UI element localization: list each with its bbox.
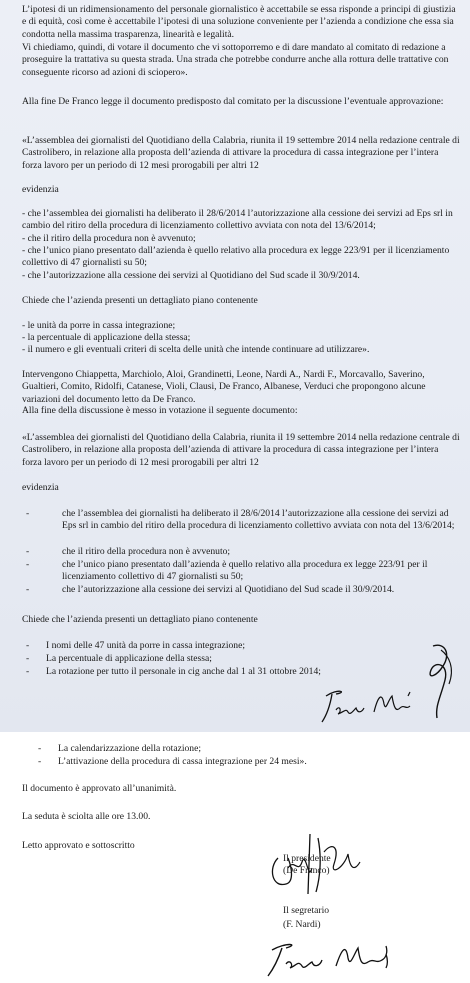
evidenzia-label-final: evidenzia (22, 482, 59, 493)
assembly-draft-paragraph: «L’assemblea dei giornalisti del Quotidiano della Calabria, riunita il 19 settembre 2014 nella redazione centrale di Castrolibero, in relazione alla proposta dell’azienda di attivare la procedura di cassa integrazione per l’intera forza lavoro per un periodo di 12 mesi prorogabili per altri 12 (22, 135, 460, 171)
initials-signature (415, 640, 463, 722)
continued-request-item: La calendarizzazione della rotazione; (58, 743, 202, 754)
secretary-title: Il segretario (283, 905, 330, 916)
secretary-name: (F. Nardi) (283, 919, 321, 930)
assembly-final-paragraph: «L’assemblea dei giornalisti del Quotidiano della Calabria, riunita il 19 settembre 2014 nella redazione centrale di Castrolibero, in relazione alla proposta dell’azienda di attivare la procedura di cassa integrazione per l’intera forza lavoro per un periodo di 12 mesi prorogabili per altri 12 (22, 432, 460, 468)
defranco-reads-paragraph: Alla fine De Franco legge il documento predisposto dal comitato per la discussione l’eventuale approvazione: (22, 96, 444, 107)
chiede-draft-heading: Chiede che l’azienda presenti un dettagliato piano contenente (22, 295, 258, 306)
draft-request-item: - la percentuale di applicazione della stessa; (22, 332, 191, 343)
list-dash: - (26, 640, 30, 651)
draft-point: - che l’unico piano presentato dall’azienda è quello relativo alla procedura ex legge 223/91 per il licenziamento collettivo di 47 giornalisti su 50; (22, 245, 450, 269)
list-dash: - (26, 666, 30, 677)
list-dash: - (26, 653, 30, 664)
draft-point: - che il ritiro della procedura non è avvenuto; (22, 233, 196, 244)
draft-point: - che l’autorizzazione alla cessione dei servizi al Quotidiano del Sud scade il 30/9/2014. (22, 270, 360, 281)
vote-intro-line: Alla fine della discussione è messo in votazione il seguente documento: (22, 405, 298, 416)
president-title: Il presidente (283, 853, 331, 864)
nardi-signature (318, 682, 418, 728)
final-request-item: La rotazione per tutto il personale in cig anche dal 1 al 31 ottobre 2014; (46, 666, 321, 677)
list-dash: - (38, 743, 42, 754)
list-dash: - (26, 559, 30, 570)
intro-paragraph: L’ipotesi di un ridimensionamento del personale giornalistico è accettabile se essa risponde a principi di giustizia e di equità, così come è accettabile l’ipotesi di una soluzione conveniente per l’azienda a condizione che essa sia condotta nella massima trasparenza, linearità e legalità. (22, 4, 456, 40)
final-request-item: La percentuale di applicazione della stessa; (46, 653, 212, 664)
signed-line: Letto approvato e sottoscritto (22, 840, 135, 851)
final-point: che l’autorizzazione alla cessione dei servizi al Quotidiano del Sud scade il 30/9/2014. (62, 584, 395, 595)
closed-line: La seduta è sciolta alle ore 13.00. (22, 811, 151, 822)
list-dash: - (26, 546, 30, 557)
speakers-paragraph: Intervengono Chiappetta, Marchiolo, Aloi, Grandinetti, Leone, Nardi A., Nardi F., Morcavallo, Saverino, Gualtieri, Comito, Ridolfi, Catanese, Violi, Clausi, De Franco, Albanese, Verduci che propongono alcune variazioni del documento letto da De Franco. (22, 369, 426, 405)
scanned-page-2 (0, 732, 470, 983)
draft-point: - che l’assemblea dei giornalisti ha deliberato il 28/6/2014 l’autorizzazione alla cessione dei servizi ad Eps srl in cambio del ritiro della procedura di licenziamento collettivo avviata con nota del 13/6/2014; (22, 208, 453, 232)
list-dash: - (26, 584, 30, 595)
approved-line: Il documento è approvato all’unanimità. (22, 783, 177, 794)
evidenzia-label: evidenzia (22, 184, 59, 195)
president-name: (De Franco) (283, 865, 330, 876)
final-point: che l’assemblea dei giornalisti ha deliberato il 28/6/2014 l’autorizzazione alla cessione dei servizi ad Eps srl in cambio del ritiro della procedura di licenziamento collettivo avviata con nota del 13/6/2014; (62, 508, 455, 532)
final-request-item: I nomi delle 47 unità da porre in cassa integrazione; (46, 640, 246, 651)
vote-request-paragraph: Vi chiediamo, quindi, di votare il documento che vi sottoporremo e di dare mandato al comitato di redazione a proseguire la trattativa su questa strada. Una strada che potrebbe condurre anche alla rottura delle trattative con conseguente ricorso ad azioni di sciopero». (22, 42, 449, 78)
final-point: che l’unico piano presentato dall’azienda è quello relativo alla procedura ex legge 223/91 per il licenziamento collettivo di 47 giornalisti su 50; (62, 559, 428, 583)
draft-request-item: - il numero e gli eventuali criteri di scelta delle unità che intende continuare ad utilizzare». (22, 344, 370, 355)
draft-request-item: - le unità da porre in cassa integrazione; (22, 320, 176, 331)
final-point: che il ritiro della procedura non è avvenuto; (62, 546, 231, 557)
list-dash: - (38, 756, 42, 767)
president-signature (264, 828, 364, 898)
continued-request-item: L’attivazione della procedura di cassa integrazione per 24 mesi». (58, 756, 307, 767)
list-dash: - (26, 508, 30, 519)
secretary-signature (262, 938, 412, 980)
chiede-final-heading: Chiede che l’azienda presenti un dettagliato piano contenente (22, 614, 258, 625)
